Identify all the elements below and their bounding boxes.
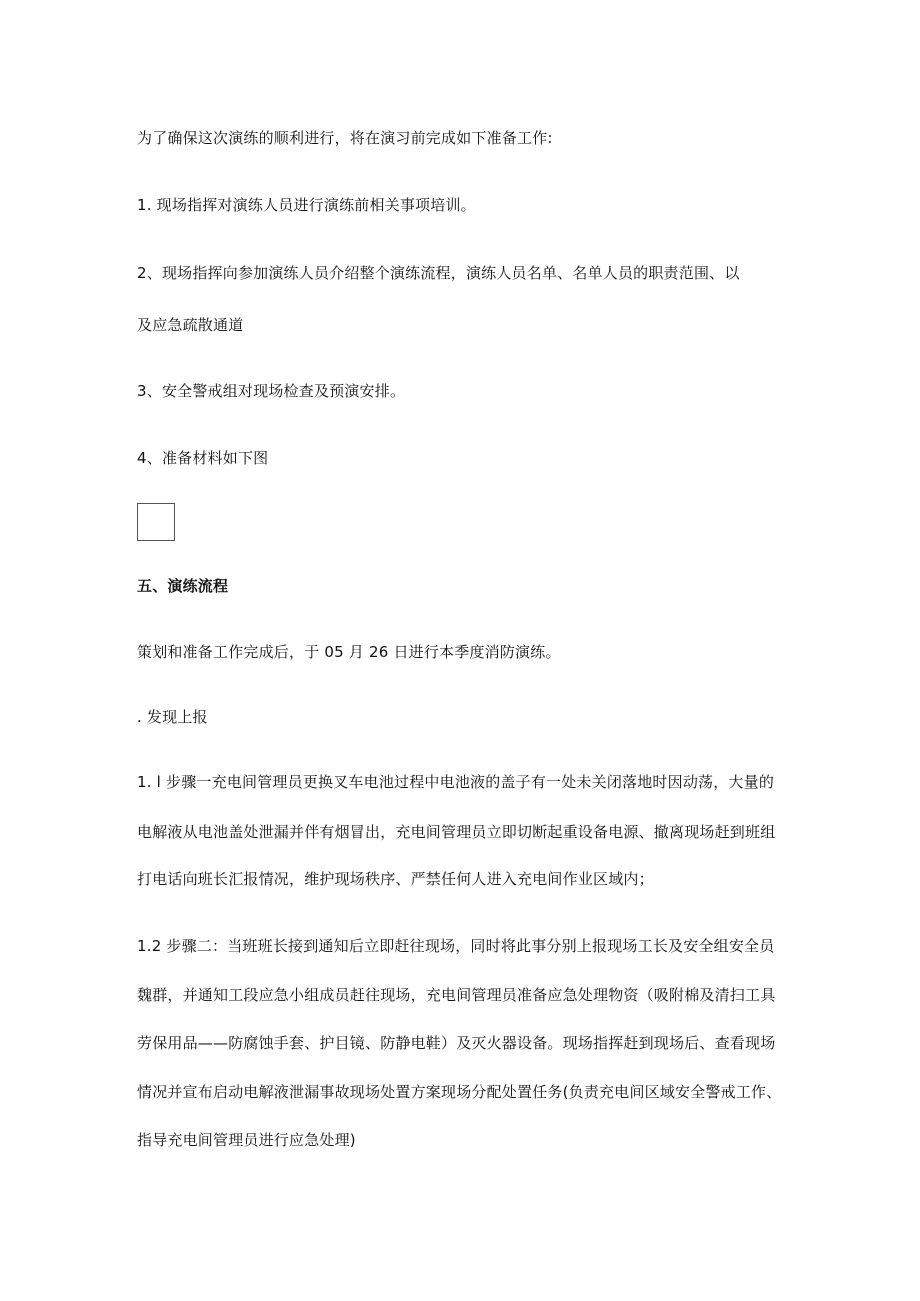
step-1-line-2: 电解液从电池盖处泄漏并伴有烟冒出，充电间管理员立即切断起重设备电源、撤离现场赶到班组	[137, 823, 776, 841]
materials-image-placeholder	[137, 503, 175, 541]
step-2-line-5: 指导充电间管理员进行应急处理)	[137, 1131, 356, 1149]
prep-item-1: 1. 现场指挥对演练人员进行演练前相关事项培训。	[137, 196, 476, 214]
prep-intro: 为了确保这次演练的顺利进行，将在演习前完成如下准备工作:	[137, 129, 553, 147]
step-1-line-3: 打电话向班长汇报情况，维护现场秩序、严禁任何人进入充电间作业区域内；	[137, 870, 654, 888]
prep-item-2-line-2: 及应急疏散通道	[137, 316, 244, 334]
step-2-line-3: 劳保用品——防腐蚀手套、护目镜、防静电鞋）及灭火器设备。现场指挥赶到现场后、查看现场	[137, 1034, 776, 1052]
section-heading: 五、演练流程	[137, 577, 229, 595]
step-2-line-2: 魏群，并通知工段应急小组成员赶往现场，充电间管理员准备应急处理物资（吸附棉及清扫工具	[137, 986, 776, 1004]
step-2-line-4: 情况并宣布启动电解液泄漏事故现场处置方案现场分配处置任务(负责充电间区域安全警戒工作、	[137, 1083, 782, 1101]
step-1-line-1: 1. l 步骤一充电间管理员更换叉车电池过程中电池液的盖子有一处未关闭落地时因动荡，大量的	[137, 773, 775, 791]
process-intro: 策划和准备工作完成后，于 05 月 26 日进行本季度消防演练。	[137, 643, 561, 661]
prep-item-3: 3、安全警戒组对现场检查及预演安排。	[137, 382, 406, 400]
step-2-line-1: 1.2 步骤二：当班班长接到通知后立即赶往现场，同时将此事分别上报现场工长及安全组安全员	[137, 937, 775, 955]
discovery-subheading: . 发现上报	[137, 708, 208, 726]
prep-item-2-line-1: 2、现场指挥向参加演练人员介绍整个演练流程，演练人员名单、名单人员的职责范围、以	[137, 264, 740, 282]
prep-item-4: 4、准备材料如下图	[137, 449, 269, 467]
